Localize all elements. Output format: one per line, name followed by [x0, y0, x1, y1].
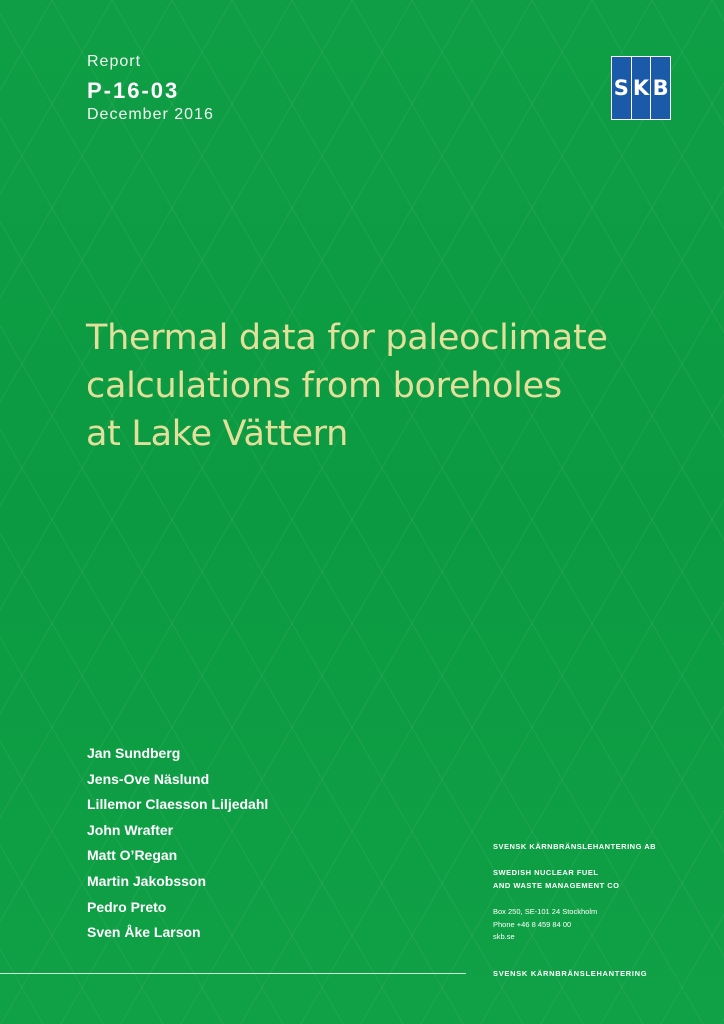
title-line: calculations from boreholes	[86, 366, 562, 406]
publisher-name-en-line: AND WASTE MANAGEMENT CO	[493, 881, 620, 890]
publisher-phone: Phone +46 8 459 84 00	[493, 919, 572, 929]
author-name: Martin Jakobsson	[87, 872, 207, 889]
author-name: Jens-Ove Näslund	[87, 770, 210, 787]
skb-logo	[611, 56, 671, 120]
title-line: Thermal data for paleoclimate	[86, 318, 608, 358]
author-name: Matt O’Regan	[87, 847, 178, 864]
author-name: Lillemor Claesson Liljedahl	[87, 796, 269, 813]
publisher-website: skb.se	[493, 932, 515, 941]
author-name: Jan Sundberg	[87, 745, 181, 761]
publisher-name-sv: SVENSK KÄRNBRÄNSLEHANTERING AB	[493, 842, 657, 851]
publisher-address: Box 250, SE-101 24 Stockholm	[493, 907, 598, 916]
author-list	[87, 741, 268, 946]
footer-divider	[0, 973, 466, 974]
logo-letter-k: K	[632, 57, 651, 119]
author-name: Sven Åke Larson	[87, 924, 201, 941]
publisher-name-en-line: SWEDISH NUCLEAR FUEL	[493, 868, 599, 877]
report-label: Report	[87, 53, 142, 70]
author-name: John Wrafter	[87, 821, 174, 838]
publisher-name-en	[493, 866, 693, 892]
report-number: P-16-03	[87, 78, 180, 103]
logo-letter-s: S	[612, 57, 631, 119]
title-line: at Lake Vättern	[86, 414, 349, 454]
logo-letter-b: B	[651, 57, 670, 119]
publisher-block	[493, 842, 693, 944]
report-date: December 2016	[87, 106, 214, 123]
report-title	[86, 314, 646, 458]
author-name: Pedro Preto	[87, 898, 167, 915]
publisher-contact	[493, 906, 693, 944]
footer-publisher-name: SVENSK KÄRNBRÄNSLEHANTERING	[493, 969, 648, 978]
